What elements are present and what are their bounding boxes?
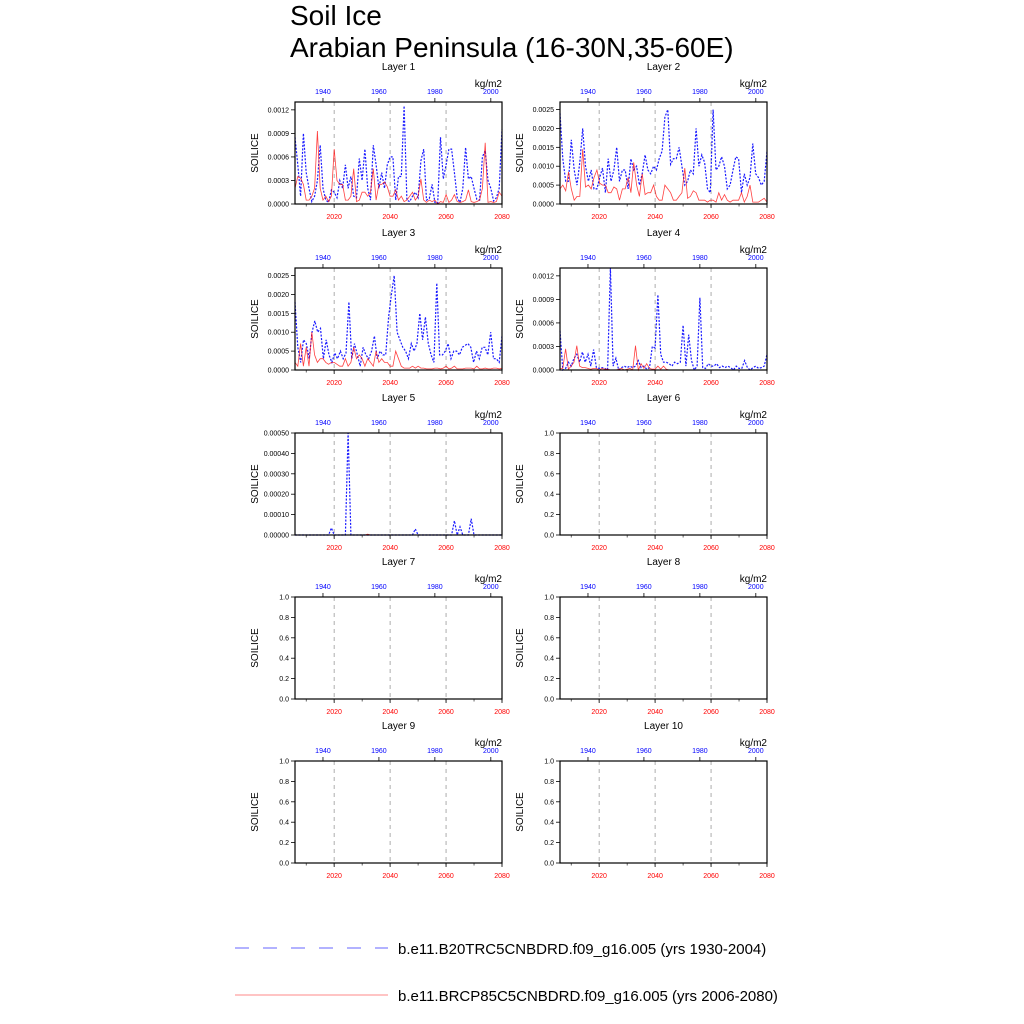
panel-title: Layer 5	[381, 393, 416, 404]
x-tick-label-top: 1960	[371, 89, 387, 96]
x-tick-label-top: 1960	[636, 89, 652, 96]
x-tick-label-top: 1980	[692, 748, 708, 755]
x-tick-label-top: 1960	[636, 584, 652, 591]
panel-layer-7	[250, 557, 510, 716]
units-label: kg/m2	[739, 410, 767, 421]
plot-frame	[295, 268, 502, 370]
units-label: kg/m2	[474, 738, 502, 749]
y-tick-label: 0.4	[279, 655, 289, 663]
x-tick-label-bottom: 2040	[382, 380, 398, 387]
x-tick-label-bottom: 2080	[759, 380, 775, 387]
y-tick-label: 0.0006	[267, 154, 289, 162]
x-tick-label-bottom: 2040	[382, 545, 398, 552]
x-tick-label-bottom: 2060	[703, 380, 719, 387]
x-tick-label-top: 1980	[427, 89, 443, 96]
y-tick-label: 0.0012	[267, 107, 289, 115]
x-tick-label-top: 1940	[315, 89, 331, 96]
legend	[235, 941, 778, 1005]
y-tick-label: 1.0	[544, 430, 554, 438]
y-tick-label: 1.0	[279, 758, 289, 766]
panel-title: Layer 6	[646, 393, 681, 404]
y-tick-label: 0.00030	[263, 471, 289, 479]
x-tick-label-bottom: 2020	[591, 214, 607, 221]
y-axis-label: SOILICE	[515, 133, 526, 173]
x-tick-label-bottom: 2080	[759, 214, 775, 221]
x-tick-label-bottom: 2020	[591, 380, 607, 387]
y-tick-label: 0.0	[544, 860, 554, 868]
x-tick-label-top: 1960	[636, 420, 652, 427]
series-historical	[560, 268, 767, 370]
x-tick-label-bottom: 2080	[759, 545, 775, 552]
panel-layer-4	[515, 228, 775, 387]
x-tick-label-top: 2000	[748, 89, 764, 96]
x-tick-label-bottom: 2060	[438, 545, 454, 552]
panel-title: Layer 8	[646, 557, 681, 568]
x-tick-label-top: 2000	[483, 89, 499, 96]
y-tick-label: 0.4	[544, 819, 554, 827]
panel-title: Layer 10	[644, 721, 683, 732]
x-tick-label-bottom: 2060	[703, 873, 719, 880]
x-tick-label-bottom: 2060	[438, 873, 454, 880]
x-tick-label-bottom: 2040	[382, 214, 398, 221]
x-tick-label-top: 1980	[692, 89, 708, 96]
y-tick-label: 0.0000	[267, 367, 289, 375]
x-tick-label-top: 1940	[315, 420, 331, 427]
y-axis-label: SOILICE	[515, 628, 526, 668]
y-tick-label: 0.6	[279, 635, 289, 643]
plot-frame	[560, 433, 767, 535]
panel-layer-6	[515, 393, 775, 552]
y-tick-label: 0.2	[544, 840, 554, 848]
series-historical	[560, 110, 767, 193]
panel-layer-1	[250, 62, 510, 221]
y-tick-label: 0.00010	[263, 512, 289, 520]
plot-frame	[295, 761, 502, 863]
x-tick-label-top: 1940	[580, 255, 596, 262]
panel-layer-8	[515, 557, 775, 716]
y-tick-label: 0.0012	[532, 273, 554, 281]
x-tick-label-top: 1960	[371, 255, 387, 262]
y-tick-label: 0.0009	[267, 130, 289, 138]
panel-title: Layer 1	[381, 62, 416, 73]
y-tick-label: 0.6	[544, 635, 554, 643]
y-tick-label: 0.4	[544, 491, 554, 499]
x-tick-label-bottom: 2020	[326, 380, 342, 387]
x-tick-label-top: 1940	[580, 89, 596, 96]
x-tick-label-top: 1940	[315, 584, 331, 591]
y-tick-label: 0.0000	[532, 367, 554, 375]
y-tick-label: 0.00040	[263, 450, 289, 458]
x-tick-label-bottom: 2020	[326, 545, 342, 552]
y-axis-label: SOILICE	[515, 299, 526, 339]
x-tick-label-top: 1960	[636, 748, 652, 755]
x-tick-label-bottom: 2060	[703, 709, 719, 716]
x-tick-label-top: 1980	[427, 748, 443, 755]
x-tick-label-bottom: 2020	[326, 709, 342, 716]
y-tick-label: 0.0003	[532, 343, 554, 351]
y-tick-label: 0.0	[544, 696, 554, 704]
y-tick-label: 1.0	[544, 758, 554, 766]
x-tick-label-bottom: 2080	[494, 214, 510, 221]
y-tick-label: 1.0	[544, 594, 554, 602]
units-label: kg/m2	[739, 738, 767, 749]
y-tick-label: 0.6	[544, 799, 554, 807]
x-tick-label-top: 1960	[371, 420, 387, 427]
x-tick-label-top: 2000	[748, 584, 764, 591]
x-tick-label-top: 1960	[371, 584, 387, 591]
plot-frame	[560, 597, 767, 699]
chart-subtitle: Arabian Peninsula (16-30N,35-60E)	[290, 32, 734, 63]
y-tick-label: 0.4	[279, 819, 289, 827]
y-tick-label: 0.0020	[532, 125, 554, 133]
y-axis-label: SOILICE	[515, 792, 526, 832]
panel-title: Layer 7	[381, 557, 416, 568]
x-tick-label-top: 1940	[580, 420, 596, 427]
y-tick-label: 0.2	[544, 676, 554, 684]
plot-frame	[295, 102, 502, 204]
x-tick-label-bottom: 2080	[494, 709, 510, 716]
panel-layer-2	[515, 62, 775, 221]
panel-layer-5	[250, 393, 510, 552]
chart-title: Soil Ice	[290, 0, 382, 31]
x-tick-label-bottom: 2020	[591, 709, 607, 716]
y-tick-label: 0.0009	[532, 296, 554, 304]
units-label: kg/m2	[474, 410, 502, 421]
plot-frame	[295, 597, 502, 699]
units-label: kg/m2	[474, 574, 502, 585]
x-tick-label-top: 2000	[483, 420, 499, 427]
x-tick-label-top: 2000	[483, 748, 499, 755]
x-tick-label-top: 1940	[315, 255, 331, 262]
y-tick-label: 0.8	[279, 778, 289, 786]
x-tick-label-top: 1980	[427, 255, 443, 262]
y-tick-label: 0.8	[544, 450, 554, 458]
x-tick-label-bottom: 2060	[438, 214, 454, 221]
y-tick-label: 0.00050	[263, 430, 289, 438]
y-axis-label: SOILICE	[515, 464, 526, 504]
y-axis-label: SOILICE	[250, 792, 261, 832]
x-tick-label-bottom: 2040	[382, 709, 398, 716]
y-tick-label: 0.0005	[532, 182, 554, 190]
x-tick-label-bottom: 2060	[438, 380, 454, 387]
y-tick-label: 0.0000	[267, 201, 289, 209]
y-tick-label: 0.8	[544, 778, 554, 786]
y-tick-label: 0.8	[544, 614, 554, 622]
y-tick-label: 0.8	[279, 614, 289, 622]
y-tick-label: 0.0010	[267, 329, 289, 337]
y-tick-label: 0.0025	[267, 273, 289, 281]
panel-title: Layer 2	[646, 62, 681, 73]
y-tick-label: 0.0005	[267, 348, 289, 356]
x-tick-label-top: 2000	[748, 748, 764, 755]
y-tick-label: 0.6	[544, 471, 554, 479]
x-tick-label-bottom: 2080	[759, 709, 775, 716]
x-tick-label-top: 1980	[427, 420, 443, 427]
y-axis-label: SOILICE	[250, 133, 261, 173]
x-tick-label-top: 1980	[692, 255, 708, 262]
units-label: kg/m2	[739, 79, 767, 90]
y-tick-label: 0.0	[279, 696, 289, 704]
x-tick-label-bottom: 2020	[591, 545, 607, 552]
y-tick-label: 0.0	[279, 860, 289, 868]
x-tick-label-bottom: 2020	[326, 873, 342, 880]
y-tick-label: 0.6	[279, 799, 289, 807]
plot-frame	[560, 761, 767, 863]
y-tick-label: 0.0006	[532, 320, 554, 328]
y-tick-label: 0.4	[544, 655, 554, 663]
x-tick-label-bottom: 2040	[647, 214, 663, 221]
units-label: kg/m2	[474, 245, 502, 256]
y-tick-label: 0.00000	[263, 532, 289, 540]
x-tick-label-bottom: 2020	[591, 873, 607, 880]
x-tick-label-bottom: 2040	[382, 873, 398, 880]
units-label: kg/m2	[739, 245, 767, 256]
y-tick-label: 0.0010	[532, 163, 554, 171]
y-tick-label: 0.0015	[267, 310, 289, 318]
x-tick-label-bottom: 2080	[494, 380, 510, 387]
x-tick-label-top: 1940	[580, 748, 596, 755]
panel-title: Layer 3	[381, 228, 416, 239]
x-tick-label-top: 2000	[483, 584, 499, 591]
panel-title: Layer 9	[381, 721, 416, 732]
x-tick-label-top: 1980	[692, 584, 708, 591]
plot-frame	[560, 268, 767, 370]
x-tick-label-top: 2000	[748, 255, 764, 262]
x-tick-label-bottom: 2020	[326, 214, 342, 221]
x-tick-label-top: 1980	[692, 420, 708, 427]
x-tick-label-bottom: 2060	[438, 709, 454, 716]
y-axis-label: SOILICE	[250, 299, 261, 339]
y-tick-label: 1.0	[279, 594, 289, 602]
series-future	[560, 149, 767, 202]
x-tick-label-bottom: 2060	[703, 545, 719, 552]
y-axis-label: SOILICE	[250, 464, 261, 504]
panel-title: Layer 4	[646, 228, 681, 239]
y-tick-label: 0.0000	[532, 201, 554, 209]
series-historical	[295, 106, 502, 203]
y-tick-label: 0.2	[279, 840, 289, 848]
x-tick-label-bottom: 2080	[759, 873, 775, 880]
units-label: kg/m2	[739, 574, 767, 585]
panels	[250, 62, 775, 880]
panel-layer-9	[250, 721, 510, 880]
x-tick-label-bottom: 2040	[647, 545, 663, 552]
units-label: kg/m2	[474, 79, 502, 90]
x-tick-label-bottom: 2040	[647, 709, 663, 716]
x-tick-label-top: 1960	[636, 255, 652, 262]
y-axis-label: SOILICE	[250, 628, 261, 668]
panel-layer-10	[515, 721, 775, 880]
y-tick-label: 0.2	[279, 676, 289, 684]
y-tick-label: 0.0	[544, 532, 554, 540]
x-tick-label-bottom: 2040	[647, 380, 663, 387]
x-tick-label-top: 1940	[315, 748, 331, 755]
x-tick-label-bottom: 2060	[703, 214, 719, 221]
x-tick-label-top: 2000	[748, 420, 764, 427]
x-tick-label-bottom: 2040	[647, 873, 663, 880]
legend-label-historical: b.e11.B20TRC5CNBDRD.f09_g16.005 (yrs 1930-2004)	[398, 941, 767, 958]
x-tick-label-bottom: 2080	[494, 545, 510, 552]
y-tick-label: 0.2	[544, 512, 554, 520]
series-historical	[295, 276, 502, 367]
y-tick-label: 0.0025	[532, 107, 554, 115]
series-historical	[295, 433, 502, 535]
legend-label-future: b.e11.BRCP85C5CNBDRD.f09_g16.005 (yrs 2006-2080)	[398, 988, 778, 1005]
x-tick-label-top: 1940	[580, 584, 596, 591]
x-tick-label-top: 1980	[427, 584, 443, 591]
y-tick-label: 0.0015	[532, 144, 554, 152]
x-tick-label-top: 2000	[483, 255, 499, 262]
y-tick-label: 0.0020	[267, 291, 289, 299]
x-tick-label-top: 1960	[371, 748, 387, 755]
y-tick-label: 0.0003	[267, 177, 289, 185]
series-future	[295, 131, 502, 204]
y-tick-label: 0.00020	[263, 491, 289, 499]
panel-layer-3	[250, 228, 510, 387]
x-tick-label-bottom: 2080	[494, 873, 510, 880]
